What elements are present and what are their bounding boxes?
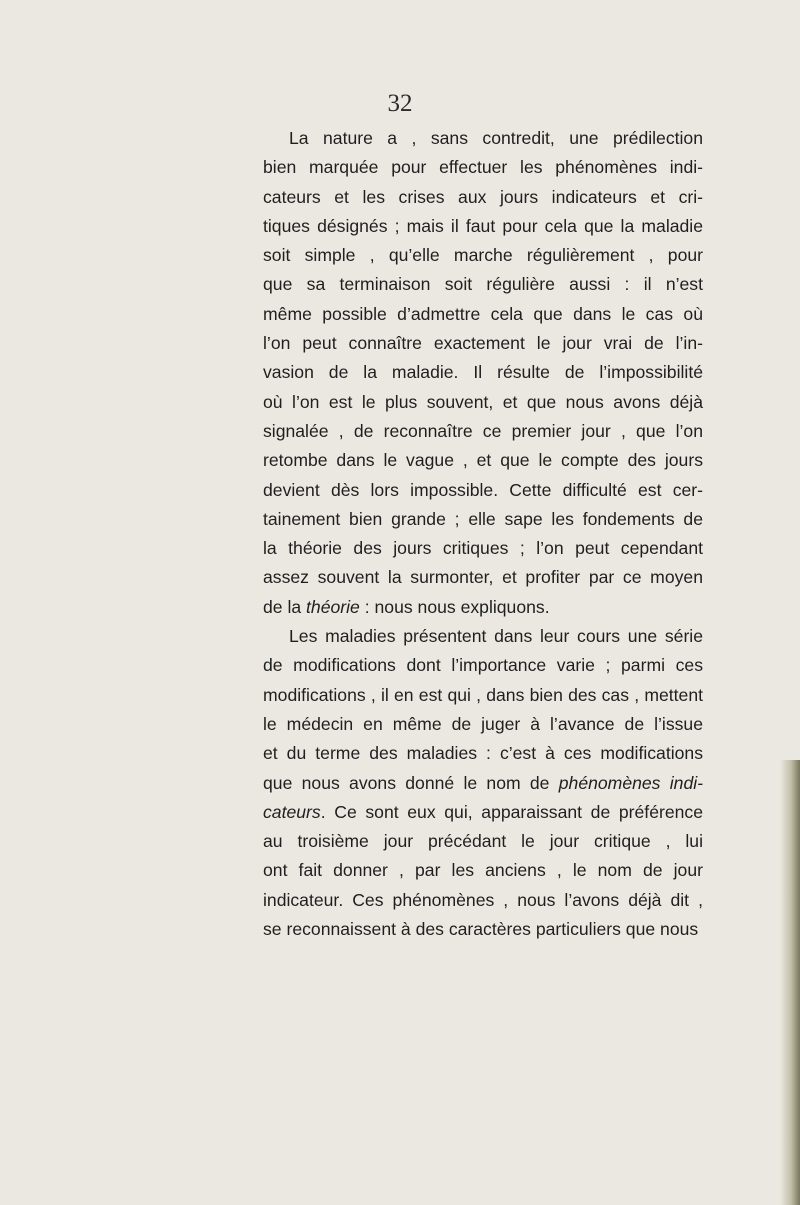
- text-line: de la théorie : nous nous expliquons.: [263, 596, 550, 617]
- text-line: et du terme des maladies : c’est à ces modifications: [263, 743, 703, 764]
- text-line: au troisième jour précédant le jour critique , lui: [263, 831, 703, 852]
- text-line: bien marquée pour effectuer les phénomènes indi-: [263, 157, 703, 178]
- text-line: où l’on est le plus souvent, et que nous avons déjà: [263, 391, 703, 412]
- text-line: assez souvent la surmonter, et profiter par ce moyen: [263, 567, 703, 588]
- text-line: ont fait donner , par les anciens , le nom de jour: [263, 860, 703, 881]
- paragraph: [263, 124, 703, 622]
- text-line: même possible d’admettre cela que dans le cas où: [263, 303, 703, 324]
- text-line: modifications , il en est qui , dans bien des cas , mettent: [263, 684, 703, 705]
- text-line: l’on peut connaître exactement le jour vrai de l’in-: [263, 333, 703, 354]
- italic-term: phénomènes indi-: [558, 772, 703, 793]
- text-line: tiques désignés ; mais il faut pour cela que la maladie: [263, 215, 703, 236]
- text-line: se reconnaissent à des caractères particuliers que nous: [263, 919, 699, 940]
- text-line: retombe dans le vague , et que le compte des jours: [263, 450, 703, 471]
- text-line: indicateur. Ces phénomènes , nous l’avons déjà dit ,: [263, 889, 703, 910]
- text-line: la théorie des jours critiques ; l’on peut cependant: [263, 538, 703, 559]
- paragraph: [263, 622, 703, 944]
- text-line: de modifications dont l’importance varie ; parmi ces: [263, 655, 703, 676]
- text-line: Les maladies présentent dans leur cours une série: [289, 626, 703, 647]
- page-edge-stain: [780, 760, 800, 1205]
- text-line: devient dès lors impossible. Cette difficulté est cer-: [263, 479, 703, 500]
- text-line: que sa terminaison soit régulière aussi : il n’est: [263, 274, 703, 295]
- body-text: [263, 124, 703, 944]
- text-line: le médecin en même de juger à l’avance de l’issue: [263, 713, 703, 734]
- text-line: que nous avons donné le nom de phénomènes indi-: [263, 772, 703, 793]
- text-line: soit simple , qu’elle marche régulièrement , pour: [263, 245, 703, 266]
- text-line: La nature a , sans contredit, une prédilection: [289, 128, 703, 148]
- text-line: vasion de la maladie. Il résulte de l’impossibilité: [263, 362, 703, 383]
- italic-term: cateurs: [263, 801, 321, 822]
- text-line: tainement bien grande ; elle sape les fondements de: [263, 508, 703, 529]
- text-line: cateurs et les crises aux jours indicateurs et cri-: [263, 186, 703, 207]
- italic-term: théorie: [306, 596, 360, 617]
- text-line: cateurs. Ce sont eux qui, apparaissant de préférence: [263, 801, 703, 822]
- text-line: signalée , de reconnaître ce premier jour , que l’on: [263, 420, 703, 441]
- page-number: 32: [387, 90, 413, 117]
